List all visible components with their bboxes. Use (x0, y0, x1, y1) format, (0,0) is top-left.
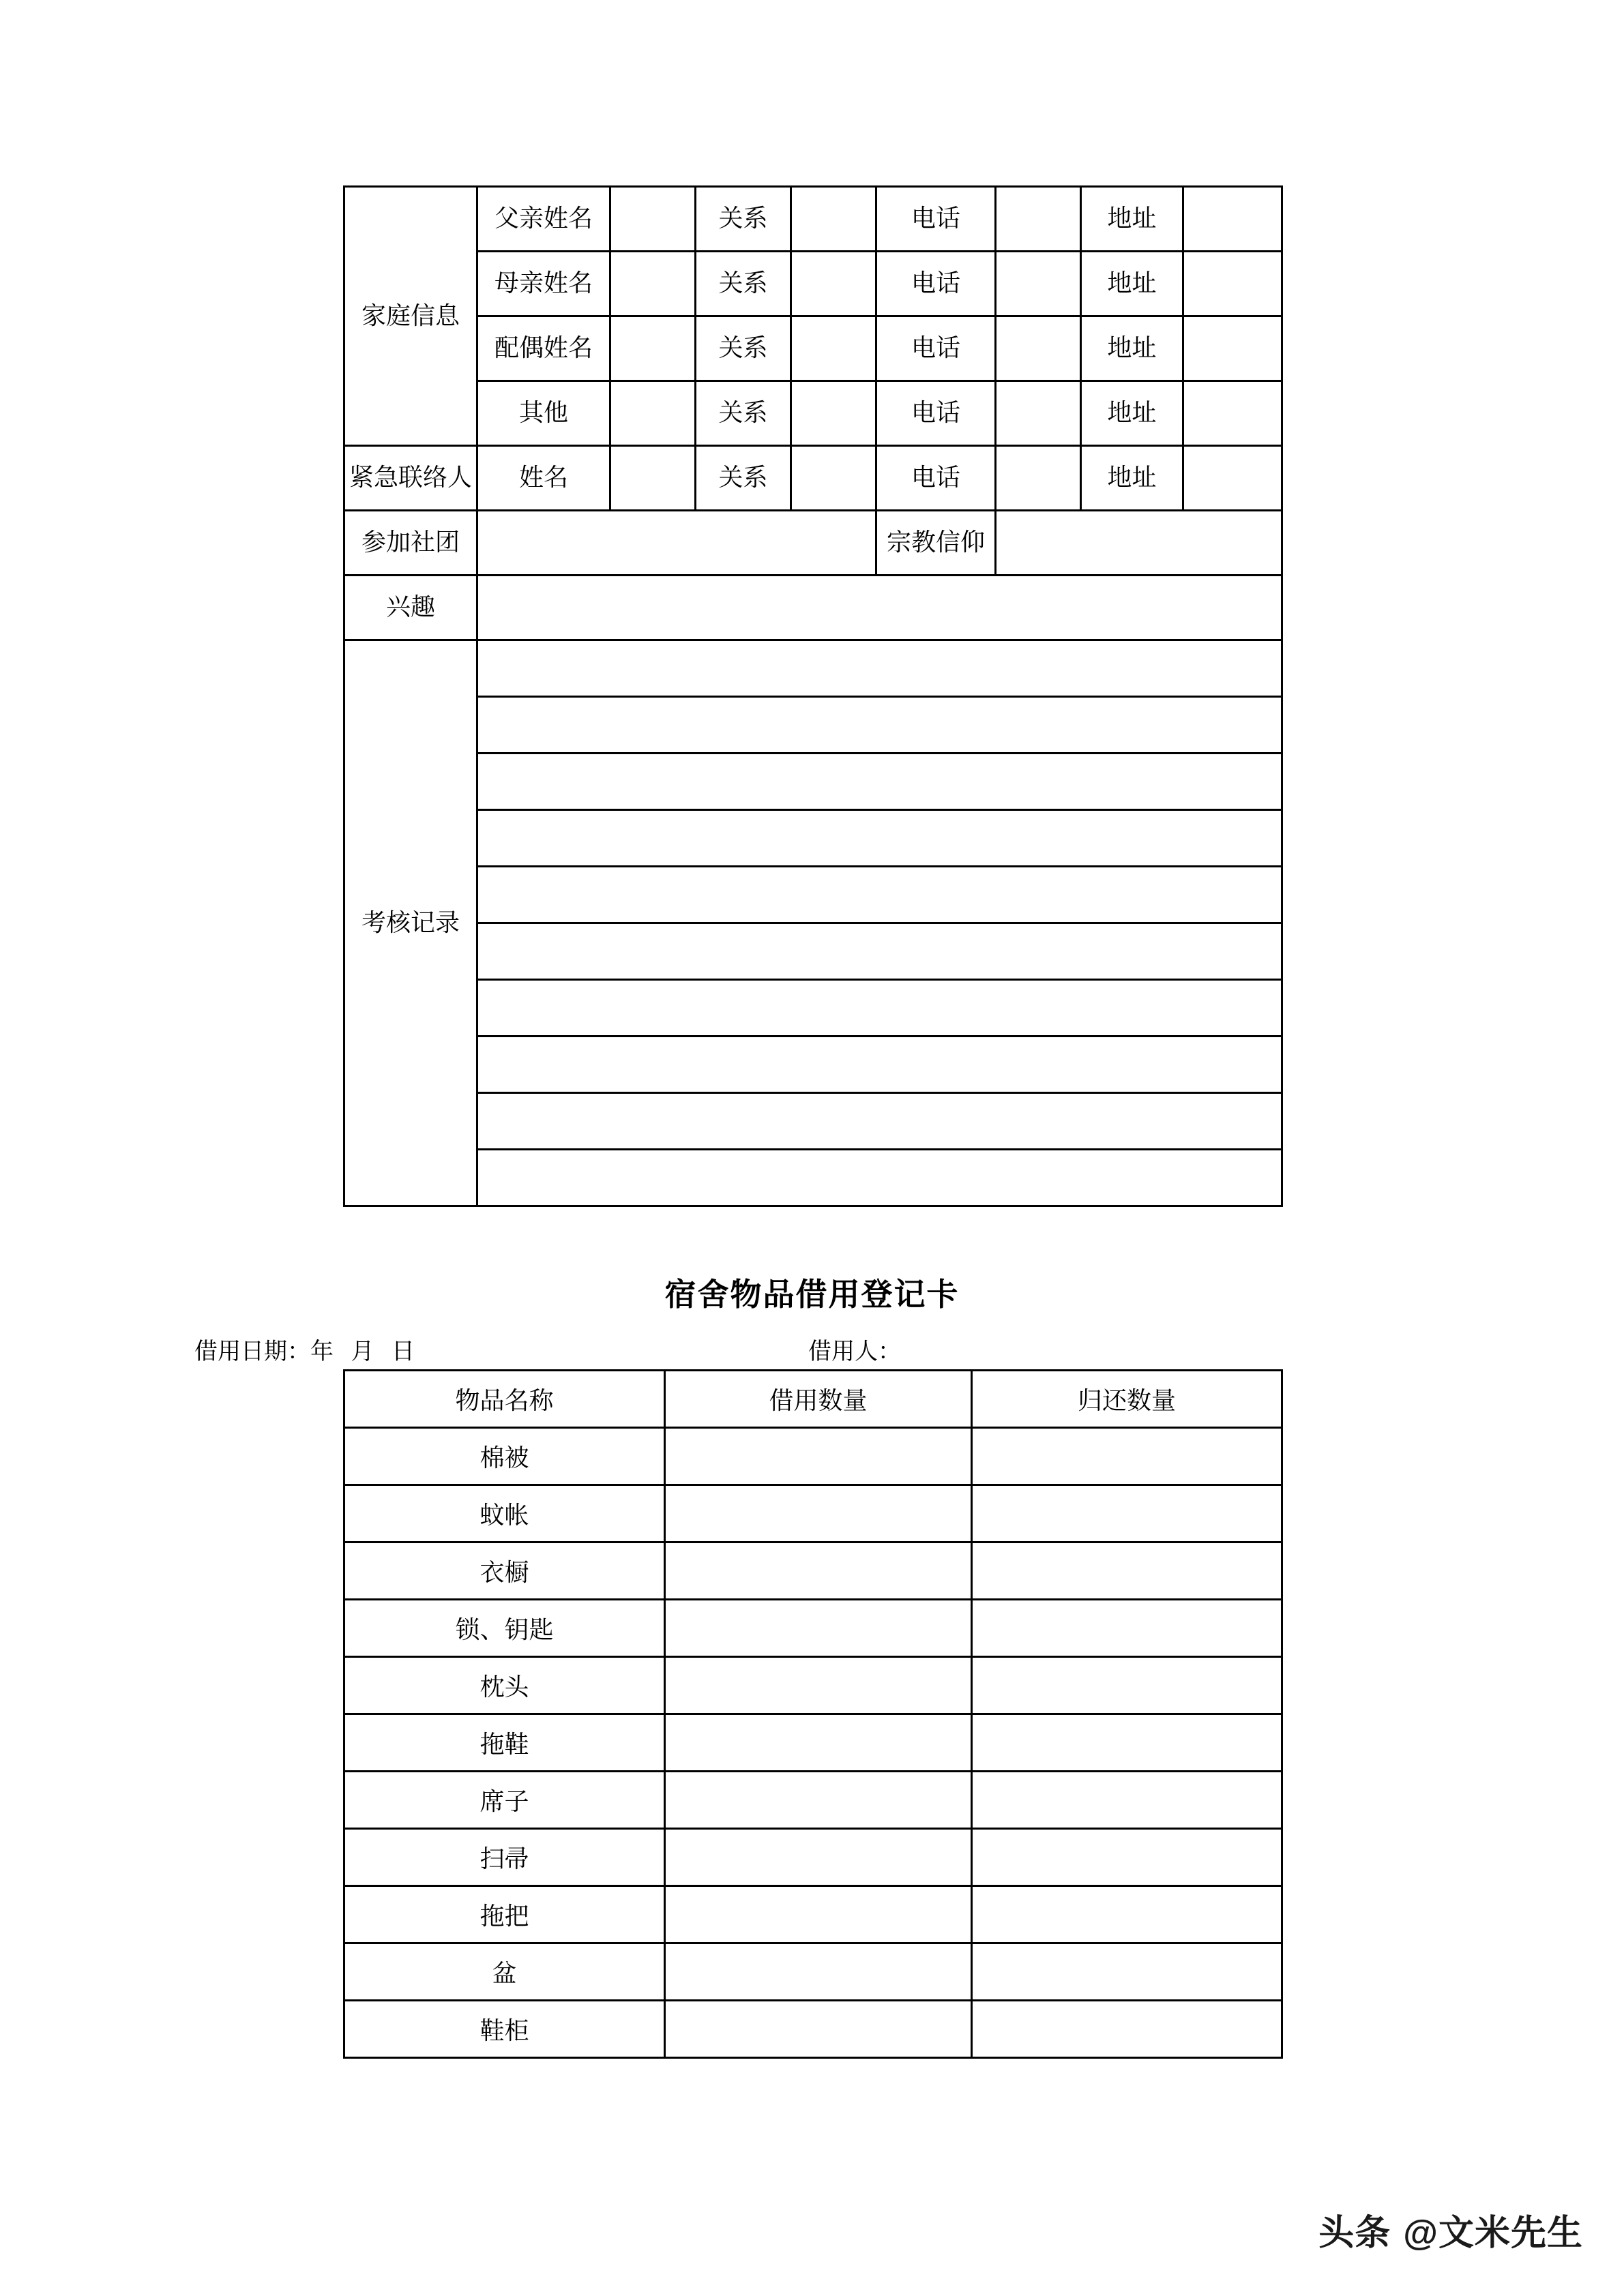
mother-address-value[interactable] (1183, 252, 1282, 316)
father-phone-label: 电话 (876, 187, 996, 252)
table-row (344, 2001, 1282, 2058)
table-row (344, 316, 1282, 381)
table-row (344, 923, 1282, 980)
mother-address-label: 地址 (1081, 252, 1183, 316)
other-phone-label: 电话 (876, 381, 996, 446)
table-row (344, 381, 1282, 446)
other-relation-label: 关系 (696, 381, 791, 446)
table-row (344, 1150, 1282, 1206)
item-name-cell: 席子 (344, 1772, 665, 1829)
borrower-label: 借用人： (808, 1339, 901, 1365)
return-qty-cell[interactable] (972, 1600, 1282, 1657)
return-qty-cell[interactable] (972, 1714, 1282, 1772)
table-row (344, 754, 1282, 810)
item-name-cell: 扫帚 (344, 1829, 665, 1886)
family-info-label: 家庭信息 (344, 187, 477, 446)
assessment-record-line[interactable] (477, 697, 1282, 754)
other-phone-value[interactable] (996, 381, 1081, 446)
table-row (344, 1943, 1282, 2001)
borrow-qty-cell[interactable] (665, 1829, 972, 1886)
spouse-name-label: 配偶姓名 (477, 316, 610, 381)
item-name-cell: 枕头 (344, 1657, 665, 1714)
item-name-cell: 棉被 (344, 1428, 665, 1485)
mother-name-value[interactable] (610, 252, 696, 316)
assessment-record-line[interactable] (477, 867, 1282, 923)
table-row (344, 1657, 1282, 1714)
emergency-name-label: 姓名 (477, 446, 610, 511)
mother-phone-label: 电话 (876, 252, 996, 316)
club-label: 参加社团 (344, 511, 477, 576)
emergency-relation-value[interactable] (791, 446, 876, 511)
religion-value[interactable] (996, 511, 1282, 576)
borrow-qty-cell[interactable] (665, 1485, 972, 1542)
other-address-value[interactable] (1183, 381, 1282, 446)
item-name-cell: 衣橱 (344, 1542, 665, 1600)
spouse-relation-value[interactable] (791, 316, 876, 381)
item-name-cell: 锁、钥匙 (344, 1600, 665, 1657)
column-header-return-qty: 归还数量 (972, 1371, 1282, 1428)
table-row (344, 867, 1282, 923)
table-row (344, 640, 1282, 697)
table-row (344, 511, 1282, 576)
item-name-cell: 拖把 (344, 1886, 665, 1943)
footer-watermark (1318, 2204, 1583, 2255)
mother-name-label: 母亲姓名 (477, 252, 610, 316)
borrow-qty-cell[interactable] (665, 1600, 972, 1657)
spouse-name-value[interactable] (610, 316, 696, 381)
item-name-cell: 拖鞋 (344, 1714, 665, 1772)
table-row (344, 697, 1282, 754)
return-qty-cell[interactable] (972, 1542, 1282, 1600)
borrow-date-field (194, 1332, 415, 1366)
family-info-table (343, 185, 1283, 1207)
return-qty-cell[interactable] (972, 1772, 1282, 1829)
borrow-date-label: 借用日期： (194, 1339, 310, 1365)
borrow-qty-cell[interactable] (665, 1657, 972, 1714)
assessment-record-line[interactable] (477, 754, 1282, 810)
borrow-qty-cell[interactable] (665, 1772, 972, 1829)
borrow-qty-cell[interactable] (665, 1542, 972, 1600)
table-row (344, 1600, 1282, 1657)
dorm-items-table (343, 1369, 1283, 2059)
other-relation-value[interactable] (791, 381, 876, 446)
religion-label: 宗教信仰 (876, 511, 996, 576)
borrower-field (808, 1332, 901, 1366)
spouse-address-value[interactable] (1183, 316, 1282, 381)
table-row (344, 980, 1282, 1037)
borrow-qty-cell[interactable] (665, 2001, 972, 2058)
return-qty-cell[interactable] (972, 1886, 1282, 1943)
assessment-record-line[interactable] (477, 980, 1282, 1037)
borrow-date-value[interactable]: 年 月 日 (310, 1339, 415, 1365)
mother-relation-label: 关系 (696, 252, 791, 316)
dorm-card-meta (0, 1332, 1624, 1367)
item-name-cell: 盆 (344, 1943, 665, 2001)
return-qty-cell[interactable] (972, 1485, 1282, 1542)
item-name-cell: 蚊帐 (344, 1485, 665, 1542)
father-relation-value[interactable] (791, 187, 876, 252)
return-qty-cell[interactable] (972, 1657, 1282, 1714)
spouse-relation-label: 关系 (696, 316, 791, 381)
dorm-card-title: 宿舍物品借用登记卡 (664, 1277, 960, 1312)
emergency-address-value[interactable] (1183, 446, 1282, 511)
father-name-label: 父亲姓名 (477, 187, 610, 252)
mother-relation-value[interactable] (791, 252, 876, 316)
father-address-label: 地址 (1081, 187, 1183, 252)
table-row (344, 1428, 1282, 1485)
return-qty-cell[interactable] (972, 1943, 1282, 2001)
table-row (344, 1037, 1282, 1093)
club-value[interactable] (477, 511, 876, 576)
assessment-record-line[interactable] (477, 640, 1282, 697)
father-name-value[interactable] (610, 187, 696, 252)
assessment-record-line[interactable] (477, 1150, 1282, 1206)
table-row (344, 446, 1282, 511)
other-address-label: 地址 (1081, 381, 1183, 446)
interest-label: 兴趣 (344, 576, 477, 640)
mother-phone-value[interactable] (996, 252, 1081, 316)
table-row (344, 1093, 1282, 1150)
emergency-phone-value[interactable] (996, 446, 1081, 511)
borrow-qty-cell[interactable] (665, 1714, 972, 1772)
return-qty-cell[interactable] (972, 2001, 1282, 2058)
return-qty-cell[interactable] (972, 1829, 1282, 1886)
emergency-name-value[interactable] (610, 446, 696, 511)
assessment-record-line[interactable] (477, 1093, 1282, 1150)
spouse-address-label: 地址 (1081, 316, 1183, 381)
emergency-address-label: 地址 (1081, 446, 1183, 511)
table-row (344, 576, 1282, 640)
assessment-record-line[interactable] (477, 1037, 1282, 1093)
assessment-record-label: 考核记录 (344, 640, 477, 1206)
author-handle: @文米先生 (1403, 2213, 1583, 2253)
emergency-phone-label: 电话 (876, 446, 996, 511)
spouse-phone-value[interactable] (996, 316, 1081, 381)
table-header-row (344, 1371, 1282, 1428)
borrow-qty-cell[interactable] (665, 1886, 972, 1943)
table-row (344, 1485, 1282, 1542)
assessment-record-line[interactable] (477, 810, 1282, 867)
emergency-contact-label: 紧急联络人 (344, 446, 477, 511)
borrow-qty-cell[interactable] (665, 1943, 972, 2001)
other-name-label: 其他 (477, 381, 610, 446)
assessment-record-line[interactable] (477, 923, 1282, 980)
table-row (344, 810, 1282, 867)
table-row (344, 1772, 1282, 1829)
table-row (344, 1542, 1282, 1600)
interest-value[interactable] (477, 576, 1282, 640)
other-name-value[interactable] (610, 381, 696, 446)
table-row (344, 1829, 1282, 1886)
father-relation-label: 关系 (696, 187, 791, 252)
spouse-phone-label: 电话 (876, 316, 996, 381)
table-row (344, 252, 1282, 316)
column-header-item-name: 物品名称 (344, 1371, 665, 1428)
return-qty-cell[interactable] (972, 1428, 1282, 1485)
father-phone-value[interactable] (996, 187, 1081, 252)
father-address-value[interactable] (1183, 187, 1282, 252)
column-header-borrow-qty: 借用数量 (665, 1371, 972, 1428)
emergency-relation-label: 关系 (696, 446, 791, 511)
toutiao-logo-icon: 头条 (1318, 2213, 1391, 2253)
borrow-qty-cell[interactable] (665, 1428, 972, 1485)
table-row (344, 1714, 1282, 1772)
table-row (344, 187, 1282, 252)
table-row (344, 1886, 1282, 1943)
item-name-cell: 鞋柜 (344, 2001, 665, 2058)
